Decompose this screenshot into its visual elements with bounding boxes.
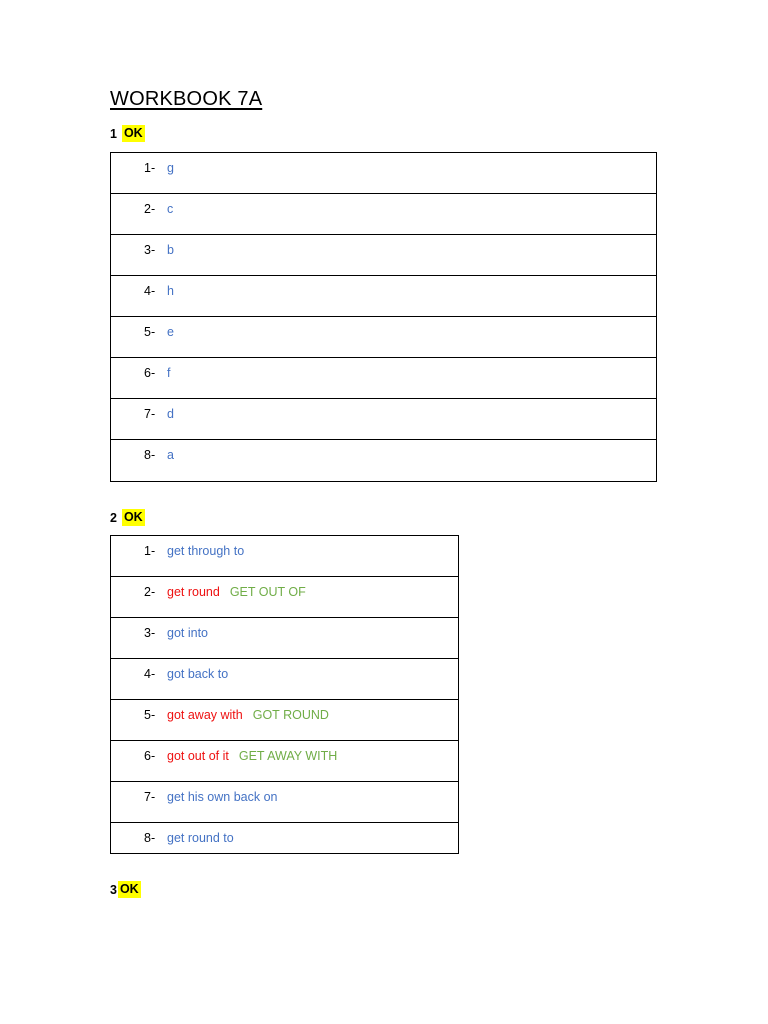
section-1-heading [110,125,145,142]
table-row [111,358,656,399]
correction-text: GET AWAY WITH [238,749,338,763]
answer-cell [167,366,170,380]
answer-text: c [167,202,174,216]
row-number: 6- [144,749,156,763]
answer-cell [167,585,306,599]
section-2-heading [110,509,145,526]
row-number: 3- [144,243,156,257]
row-number: 4- [144,284,156,298]
section-3-heading [110,881,141,898]
section-number: 3 [110,882,117,897]
row-number: 5- [144,325,156,339]
table-row [111,700,458,741]
row-number: 4- [144,667,156,681]
answer-text: got out of it [167,749,229,763]
answer-cell [167,790,278,804]
answer-cell [167,708,329,722]
row-number: 1- [144,544,156,558]
answer-cell [167,161,174,175]
answer-text: d [167,407,174,421]
row-number: 7- [144,790,156,804]
answer-cell [167,667,228,681]
answer-text: get through to [167,544,245,558]
answer-text: get his own back on [167,790,278,804]
answer-text: get round [167,585,220,599]
answer-text: got into [167,626,209,640]
answer-text: h [167,284,174,298]
row-number: 7- [144,407,156,421]
row-number: 1- [144,161,156,175]
table-row [111,782,458,823]
row-number: 2- [144,585,156,599]
answer-text: f [167,366,171,380]
answer-cell [167,243,174,257]
answer-cell [167,749,337,763]
answer-cell [167,831,234,845]
answer-text: g [167,161,174,175]
answer-cell [167,202,173,216]
section-number: 2 [110,510,117,525]
table-row [111,235,656,276]
row-number: 5- [144,708,156,722]
row-number: 3- [144,626,156,640]
row-number: 8- [144,448,156,462]
table-row [111,399,656,440]
table-row [111,194,656,235]
row-number: 2- [144,202,156,216]
table-row [111,536,458,577]
answer-cell [167,626,208,640]
answer-text: got back to [167,667,229,681]
answer-text: e [167,325,174,339]
table-row [111,153,656,194]
answer-text: get round to [167,831,234,845]
table-row [111,317,656,358]
row-number: 6- [144,366,156,380]
answer-table-1 [110,152,657,482]
answer-cell [167,407,174,421]
table-row [111,618,458,659]
status-badge: OK [119,882,139,896]
answer-table-2 [110,535,459,854]
correction-text: GOT ROUND [252,708,329,722]
status-badge: OK [123,510,143,524]
answer-text: got away with [167,708,243,722]
table-row [111,577,458,618]
table-row [111,659,458,700]
answer-cell [167,284,174,298]
correction-text: GET OUT OF [229,585,306,599]
table-row [111,276,656,317]
answer-text: b [167,243,174,257]
answer-text: a [167,448,174,462]
table-row [111,741,458,782]
answer-cell [167,544,244,558]
answer-cell [167,325,174,339]
status-badge: OK [123,126,143,140]
row-number: 8- [144,831,156,845]
answer-cell [167,448,174,462]
page-title: WORKBOOK 7A [110,88,263,110]
section-number: 1 [110,126,117,141]
table-row [111,440,656,481]
table-row [111,823,458,853]
